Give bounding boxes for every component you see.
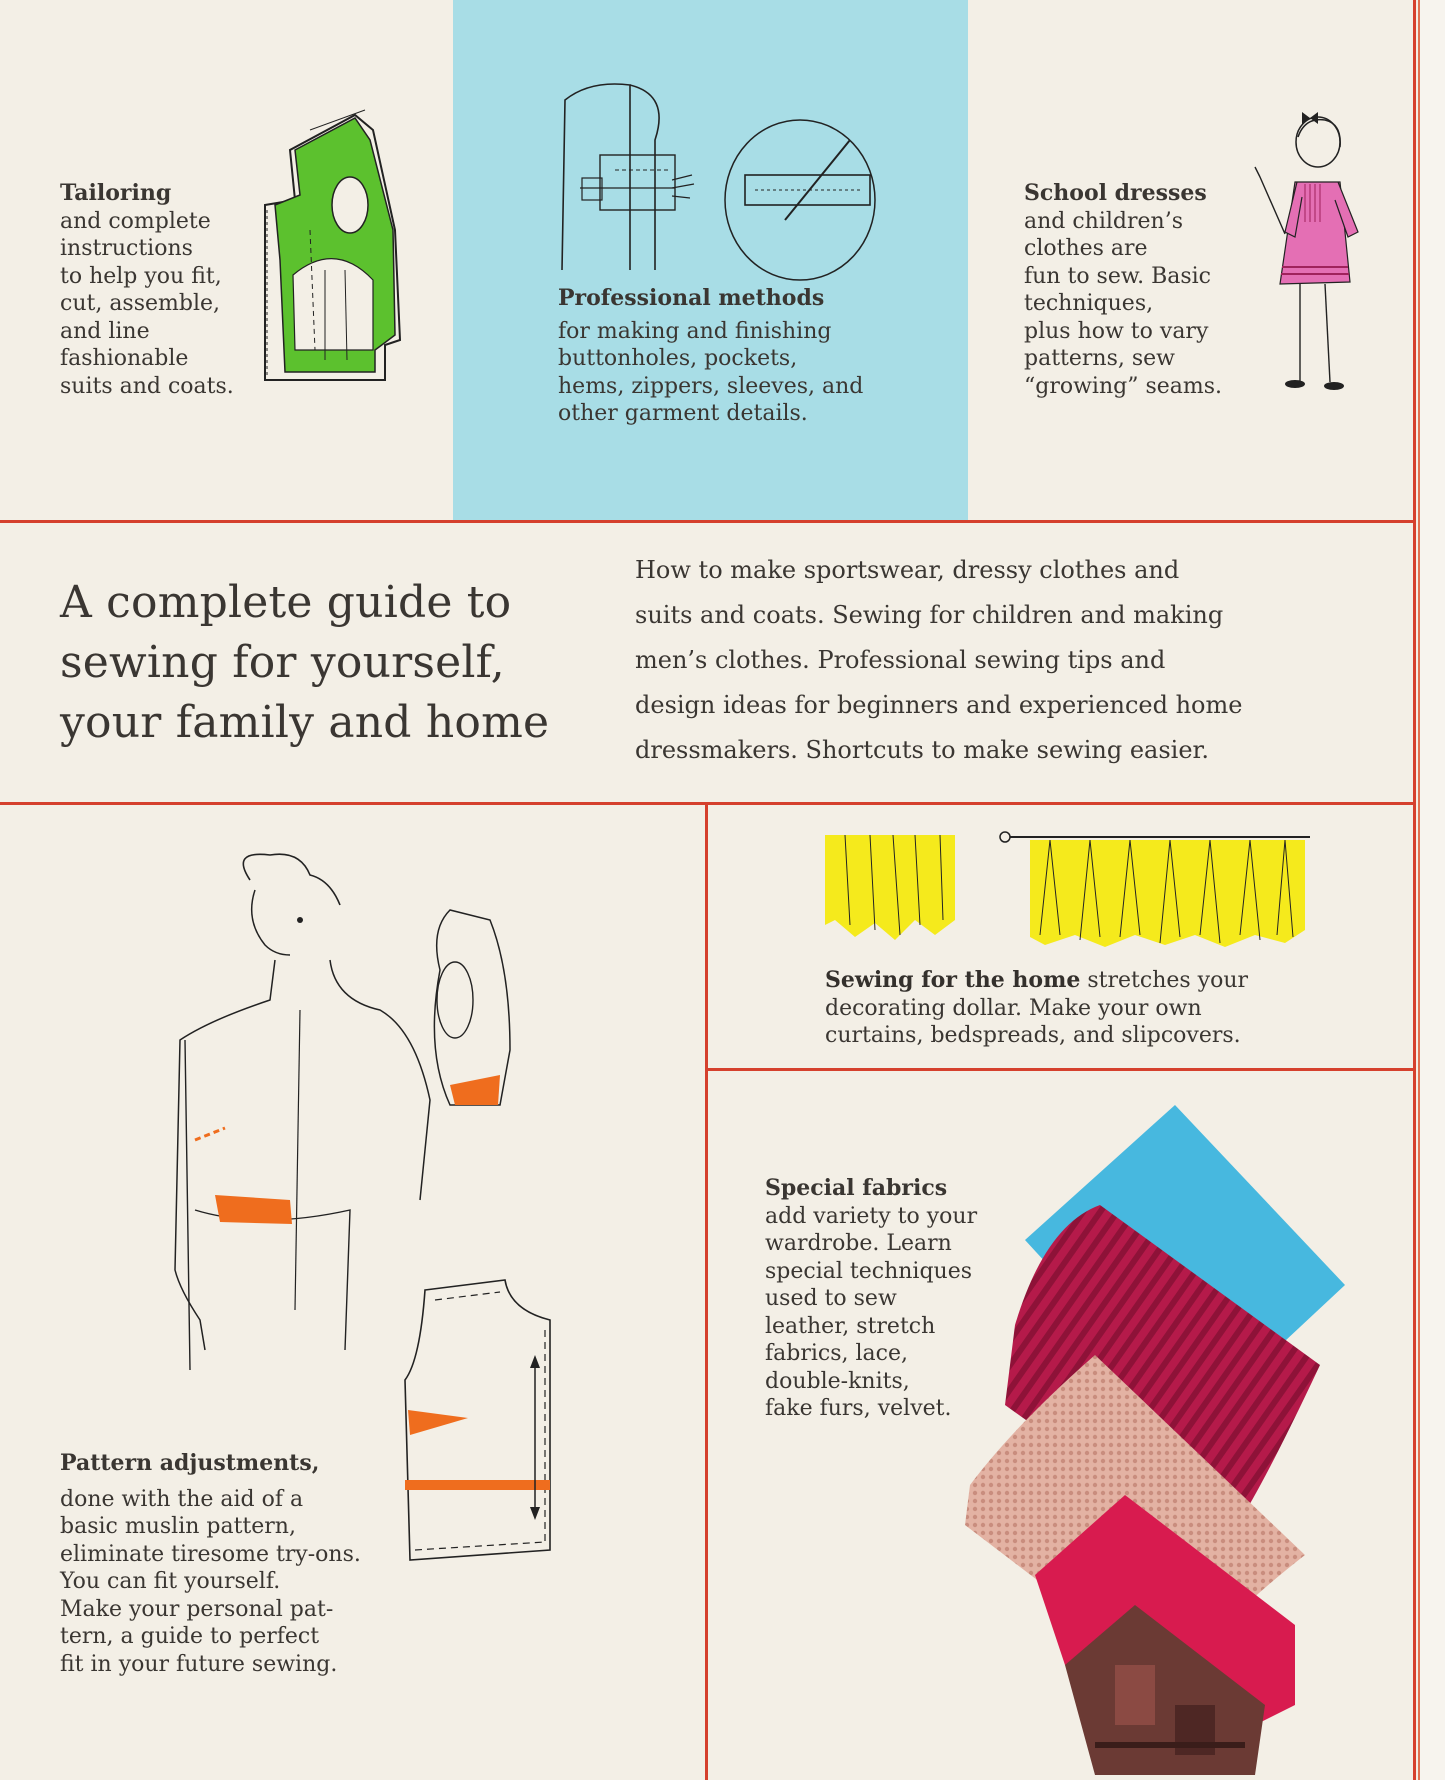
tailoring-line: and line <box>60 318 150 344</box>
professional-line: other garment details. <box>558 401 808 426</box>
fabrics-line: double-knits, <box>765 1368 910 1394</box>
guide-title-line: your family and home <box>60 697 550 748</box>
right-edge-strip <box>1418 0 1445 1780</box>
school-heading: School dresses <box>1024 180 1207 206</box>
guide-title-line: A complete guide to <box>60 577 512 628</box>
fabrics-line: fabrics, lace, <box>765 1341 908 1366</box>
professional-heading: Professional methods <box>558 285 825 311</box>
school-line: patterns, sew <box>1024 346 1176 371</box>
home-heading: Sewing for the home <box>825 967 1081 993</box>
fabrics-line: special techniques <box>765 1258 973 1284</box>
tailoring-jacket-illustration <box>255 110 405 390</box>
professional-line: for making and finishing <box>558 318 832 344</box>
tailoring-caption <box>60 180 260 400</box>
pattern-line: basic muslin pattern, <box>60 1514 296 1539</box>
school-line: and children’s <box>1024 208 1183 234</box>
tailoring-line: suits and coats. <box>60 373 234 399</box>
tailoring-line: fashionable <box>60 346 189 371</box>
rule-home-bottom <box>706 1068 1415 1071</box>
professional-line: hems, zippers, sleeves, and <box>558 373 864 399</box>
guide-body-line: design ideas for beginners and experienced home <box>635 691 1243 719</box>
professional-caption <box>558 285 958 428</box>
rule-vertical-bottom <box>705 802 708 1780</box>
school-line: clothes are <box>1024 236 1148 261</box>
girl-in-dress-illustration <box>1250 112 1380 412</box>
rule-top <box>0 520 1415 523</box>
tailoring-line: to help you fit, <box>60 263 222 289</box>
school-line: techniques, <box>1024 291 1154 316</box>
pattern-line: done with the aid of a <box>60 1486 304 1512</box>
fabrics-line: add variety to your <box>765 1203 978 1229</box>
guide-body-line: men’s clothes. Professional sewing tips and <box>635 646 1166 674</box>
pattern-line: You can fit yourself. <box>60 1569 281 1594</box>
guide-title-line: sewing for yourself, <box>60 637 505 688</box>
pattern-line: Make your personal pat- <box>60 1596 334 1622</box>
guide-body-line: suits and coats. Sewing for children and making <box>635 601 1224 629</box>
guide-body <box>635 548 1355 773</box>
school-line: fun to sew. Basic <box>1024 263 1211 289</box>
school-line: plus how to vary <box>1024 318 1209 344</box>
guide-title <box>60 573 600 753</box>
home-line: decorating dollar. Make your own <box>825 995 1202 1021</box>
fabrics-line: wardrobe. Learn <box>765 1231 952 1256</box>
guide-body-line: dressmakers. Shortcuts to make sewing easier. <box>635 736 1210 764</box>
fabrics-line: fake furs, velvet. <box>765 1396 952 1421</box>
tailoring-line: and complete <box>60 208 211 234</box>
tailoring-line: instructions <box>60 236 193 261</box>
school-line: “growing” seams. <box>1024 373 1223 399</box>
home-line: curtains, bedspreads, and slipcovers. <box>825 1023 1241 1048</box>
tailoring-heading: Tailoring <box>60 180 172 206</box>
home-first-line <box>825 967 1385 995</box>
home-caption <box>825 967 1385 1050</box>
guide-body-line: How to make sportswear, dressy clothes and <box>635 556 1180 584</box>
pattern-line: tern, a guide to perfect <box>60 1624 320 1649</box>
home-first-line-rest: stretches your <box>1080 968 1249 993</box>
school-caption <box>1024 180 1244 400</box>
tailoring-line: cut, assemble, <box>60 291 221 316</box>
curtains-illustration <box>815 825 1315 950</box>
pattern-line: eliminate tiresome try-ons. <box>60 1541 361 1567</box>
pattern-heading: Pattern adjustments, <box>60 1450 320 1476</box>
fabrics-line: leather, stretch <box>765 1313 936 1339</box>
fabrics-line: used to sew <box>765 1286 897 1311</box>
fabrics-caption <box>765 1175 1025 1423</box>
buttonhole-sleeve-illustration <box>560 80 890 280</box>
rule-right-edge <box>1413 0 1416 1780</box>
pattern-line: fit in your future sewing. <box>60 1651 338 1677</box>
fabrics-heading: Special fabrics <box>765 1175 948 1201</box>
professional-line: buttonholes, pockets, <box>558 346 798 371</box>
pattern-caption <box>60 1450 390 1678</box>
